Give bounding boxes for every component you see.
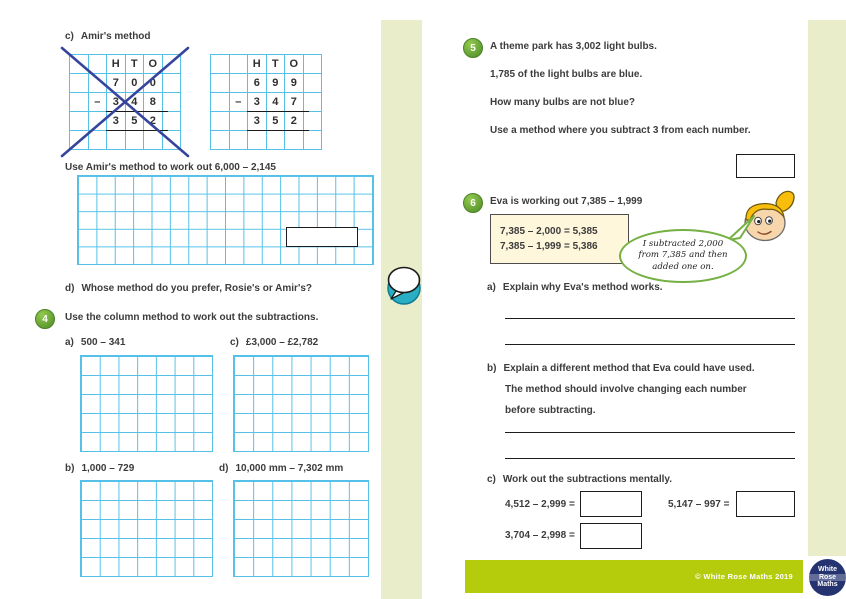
q5-line-4: Use a method where you subtract 3 from each number. <box>490 125 751 136</box>
q6a-answer-line-1[interactable] <box>505 318 795 319</box>
subtraction-line <box>247 111 309 112</box>
result-line <box>247 130 309 131</box>
q4-part-d-heading <box>219 463 343 474</box>
mental-answer-box-3[interactable] <box>580 523 642 549</box>
q6a-answer-line-2[interactable] <box>505 344 795 345</box>
speech-line-2: from 7,385 and then <box>638 250 728 261</box>
amir-method-answer-box[interactable] <box>286 227 358 247</box>
q5-line-3: How many bulbs are not blue? <box>490 97 636 108</box>
footer-bar <box>465 560 803 593</box>
amir-correct-working-grid: H T O 6 9 9 – 3 4 7 3 5 2 <box>210 54 322 150</box>
q4-part-d-label: d) <box>219 463 229 474</box>
amir-wrong-working-grid: H T O 7 0 0 – 3 4 8 3 5 2 <box>69 54 181 150</box>
mental-answer-box-1[interactable] <box>580 491 642 517</box>
mental-expression-1: 4,512 – 2,999 = <box>505 499 575 510</box>
logo-line-3: Maths <box>817 581 838 589</box>
use-amir-instruction: Use Amir's method to work out 6,000 – 2,145 <box>65 162 276 173</box>
q6b-answer-line-1[interactable] <box>505 432 795 433</box>
logo-line-1: White <box>817 565 838 573</box>
speech-bubble-icon <box>382 261 426 307</box>
right-margin-strip <box>808 20 846 556</box>
section-c-label: c) <box>65 31 74 42</box>
mental-expression-3: 3,704 – 2,998 = <box>505 530 575 541</box>
section-c-title: Amir's method <box>80 31 151 42</box>
copyright-text: © White Rose Maths 2019 <box>695 572 793 581</box>
section-d-question <box>65 283 312 294</box>
speech-line-3: added one on. <box>652 261 714 272</box>
q6b-text: Explain a different method that Eva could have used. <box>503 363 755 374</box>
question-4-badge: 4 <box>35 309 55 329</box>
q4-part-b-heading <box>65 463 134 474</box>
q6b-text-3: before subtracting. <box>505 405 596 416</box>
amir-method-working-grid[interactable] <box>77 175 374 265</box>
q6c-label: c) <box>487 474 496 485</box>
q5-line-2: 1,785 of the light bulbs are blue. <box>490 69 643 80</box>
q4-part-a-working-grid[interactable] <box>80 355 213 452</box>
eva-equation-2: 7,385 – 1,999 = 5,386 <box>500 241 598 252</box>
q4-part-c-heading <box>230 337 318 348</box>
q5-line-1: A theme park has 3,002 light bulbs. <box>490 41 657 52</box>
eva-method-panel <box>490 214 629 264</box>
mental-expression-2: 5,147 – 997 = <box>668 499 730 510</box>
q4-part-b-expression: 1,000 – 729 <box>81 463 135 474</box>
section-c-heading <box>65 31 151 42</box>
q6b-text-2: The method should involve changing each number <box>505 384 747 395</box>
q5-answer-box[interactable] <box>736 154 795 178</box>
q4-part-b-working-grid[interactable] <box>80 480 213 577</box>
q6b-answer-line-2[interactable] <box>505 458 795 459</box>
q4-part-c-working-grid[interactable] <box>233 355 369 452</box>
q4-part-c-expression: £3,000 – £2,782 <box>245 337 319 348</box>
question-6-badge: 6 <box>463 193 483 213</box>
eva-equation-1: 7,385 – 2,000 = 5,385 <box>500 226 598 237</box>
logo-line-2: Rose <box>809 574 846 582</box>
question-4-text: Use the column method to work out the subtractions. <box>65 312 319 323</box>
q6b-heading <box>487 363 755 374</box>
q4-part-a-expression: 500 – 341 <box>80 337 126 348</box>
q4-part-b-label: b) <box>65 463 75 474</box>
q6-intro: Eva is working out 7,385 – 1,999 <box>490 196 643 207</box>
q4-part-d-working-grid[interactable] <box>233 480 369 577</box>
q4-part-a-label: a) <box>65 337 74 348</box>
white-rose-maths-logo <box>809 559 846 596</box>
eva-speech-bubble <box>619 229 747 283</box>
q6c-text: Work out the subtractions mentally. <box>502 474 673 485</box>
q6c-heading <box>487 474 672 485</box>
question-5-badge: 5 <box>463 38 483 58</box>
mental-answer-box-2[interactable] <box>736 491 795 517</box>
q6a-heading <box>487 282 663 293</box>
section-d-label: d) <box>65 283 75 294</box>
section-d-text: Whose method do you prefer, Rosie's or Amir's? <box>81 283 312 294</box>
q4-part-a-heading <box>65 337 125 348</box>
q6b-label: b) <box>487 363 497 374</box>
cross-out-x-icon <box>59 45 191 159</box>
q6a-label: a) <box>487 282 496 293</box>
q4-part-c-label: c) <box>230 337 239 348</box>
q4-part-d-expression: 10,000 mm – 7,302 mm <box>235 463 344 474</box>
q6a-text: Explain why Eva's method works. <box>502 282 663 293</box>
center-divider-strip <box>381 20 422 599</box>
speech-line-1: I subtracted 2,000 <box>642 239 724 250</box>
